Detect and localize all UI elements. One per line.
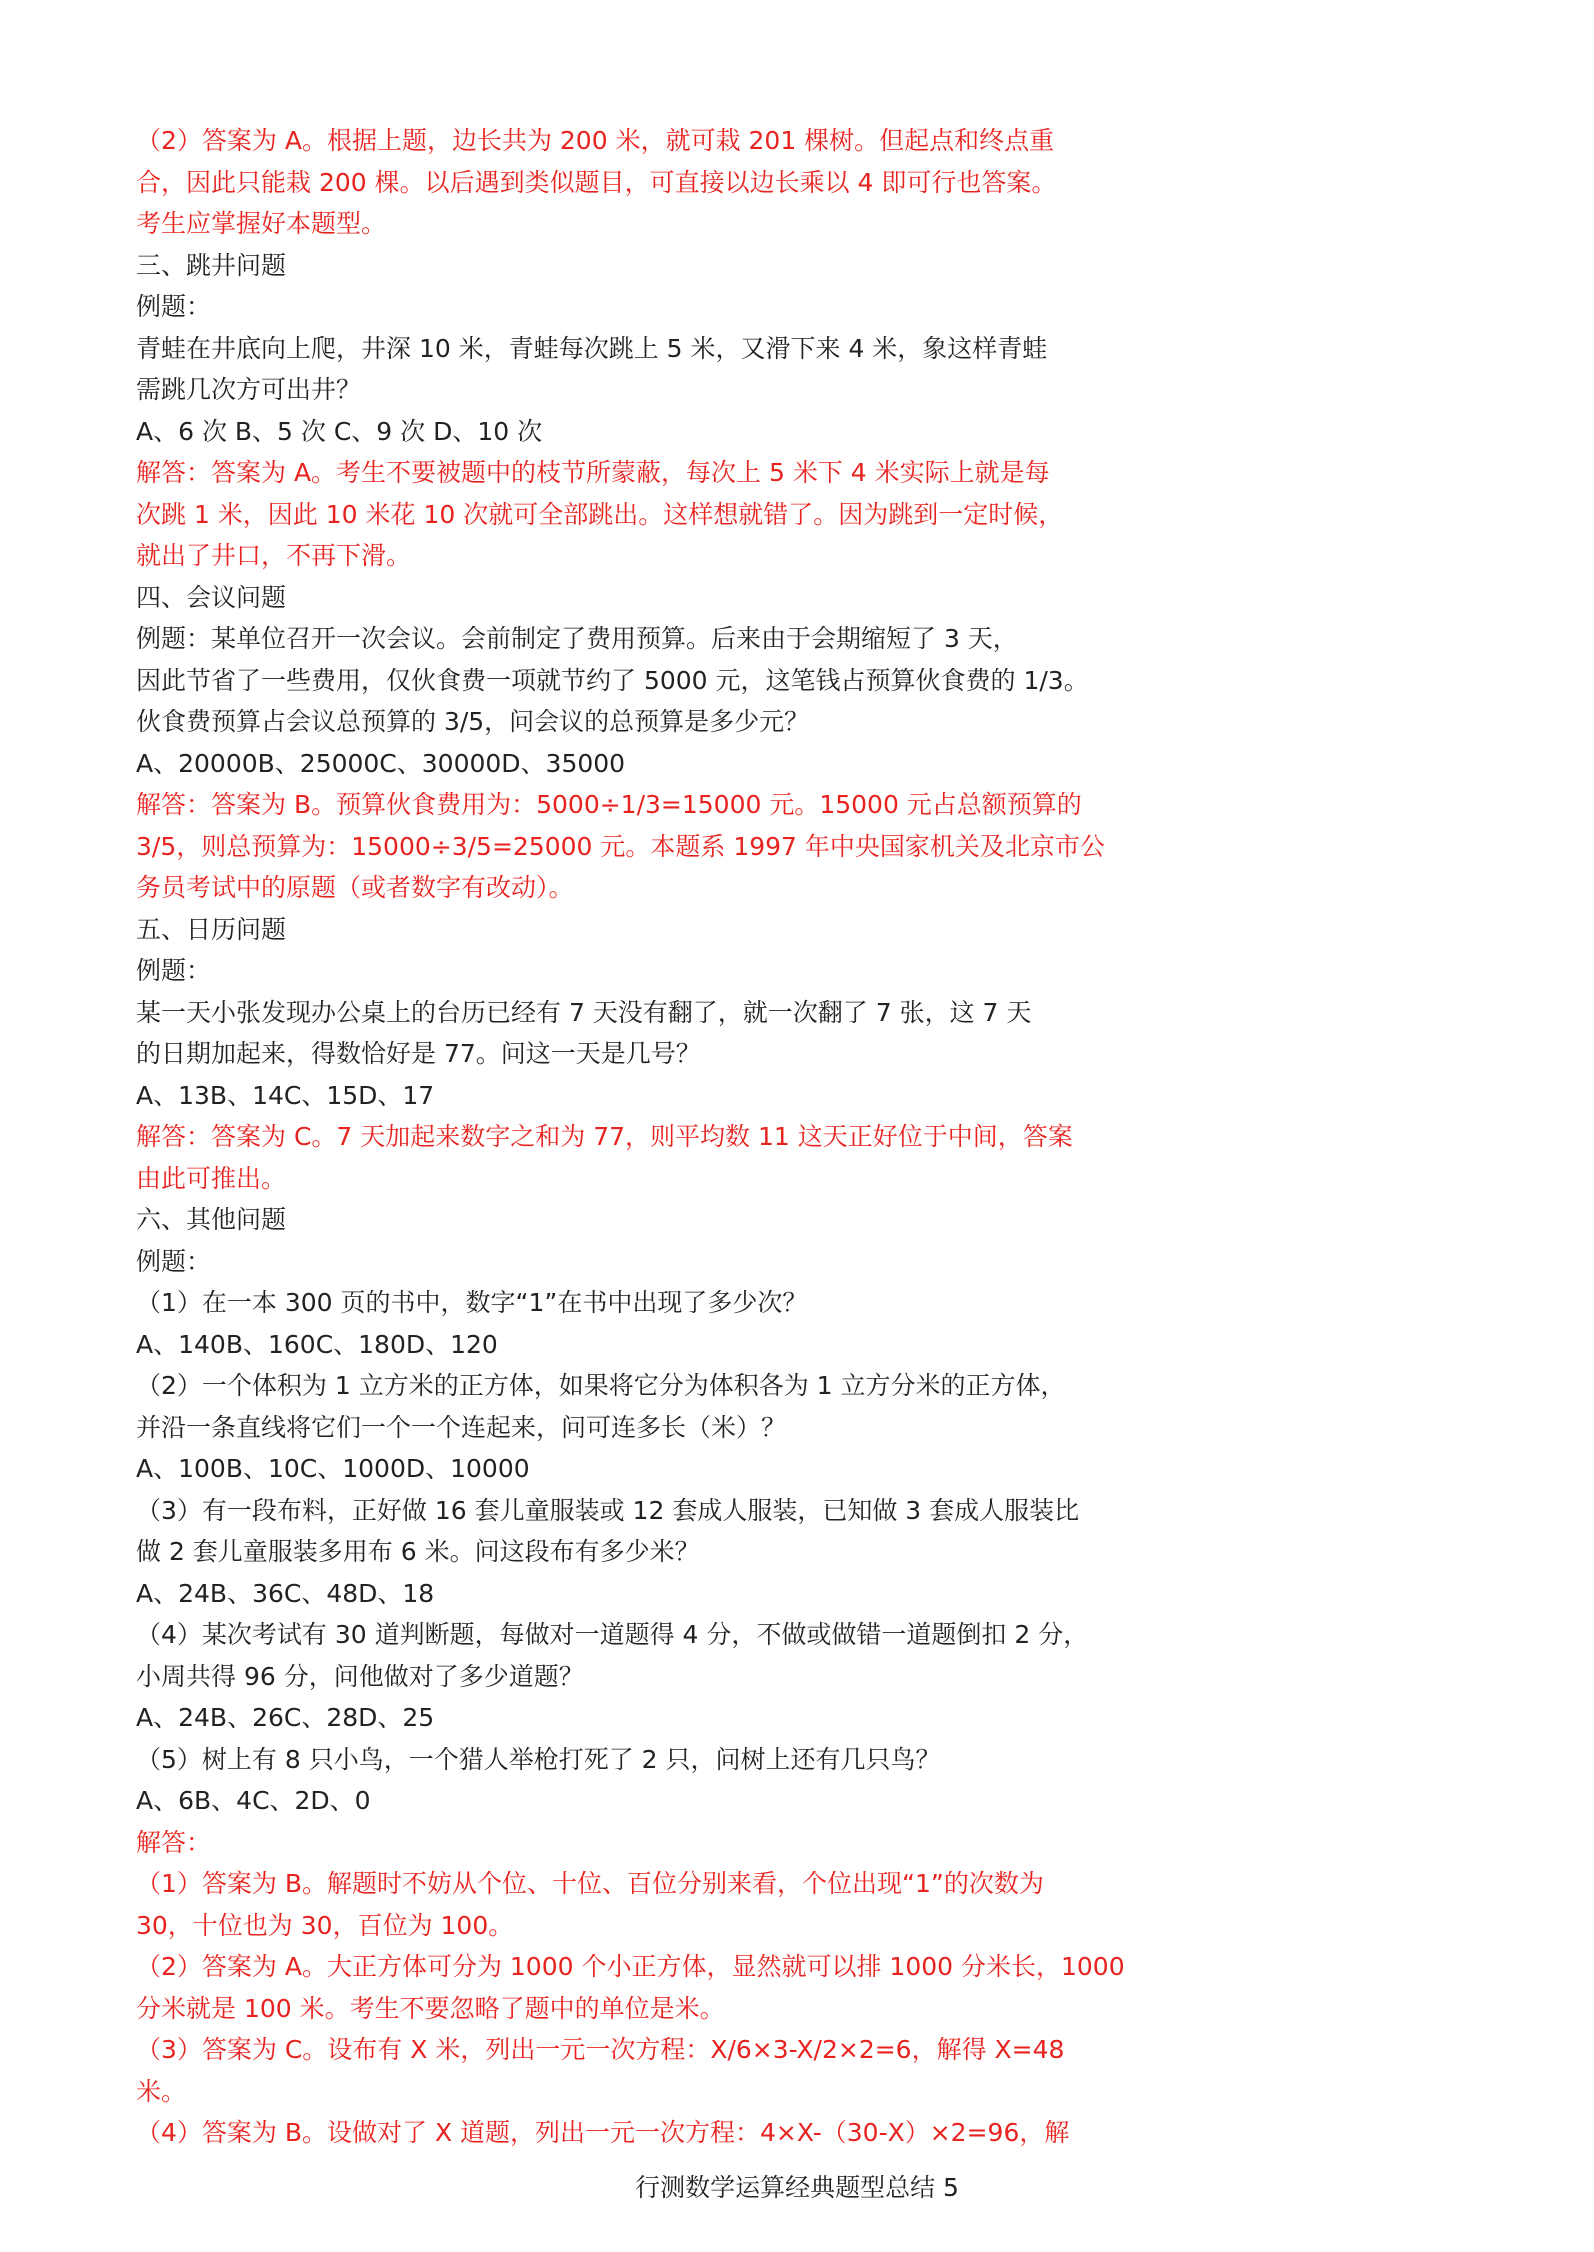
answer-line: 合，因此只能栽 200 棵。以后遇到类似题目，可直接以边长乘以 4 即可行也答案。: [136, 167, 1057, 197]
text-line: 青蛙在井底向上爬，井深 10 米，青蛙每次跳上 5 米，又滑下来 4 米，象这样青蛙: [136, 333, 1048, 363]
text-line: A、6 次 B、5 次 C、9 次 D、10 次: [136, 416, 543, 446]
text-line: （4）某次考试有 30 道判断题，每做对一道题得 4 分，不做或做错一道题倒扣 2 分，: [136, 1620, 1089, 1649]
text-line: 例题：: [136, 956, 212, 985]
answer-line: （3）答案为 C。设布有 X 米，列出一元一次方程：X/6×3-X/2×2=6，解得 X=48: [136, 2035, 1065, 2064]
answer-line: （2）答案为 A。根据上题，边长共为 200 米，就可栽 201 棵树。但起点和终点重: [136, 126, 1055, 155]
text-line: 例题：: [136, 292, 212, 321]
text-line: A、20000B、25000C、30000D、35000: [136, 748, 626, 778]
document-body: [136, 120, 1256, 2154]
text-line: 的日期加起来，得数恰好是 77。问这一天是几号？: [136, 1039, 701, 1068]
page-footer: 行测数学运算经典题型总结 5: [635, 2173, 959, 2202]
answer-line: 30，十位也为 30，百位为 100。: [136, 1910, 514, 1940]
text-line: 例题：: [136, 1246, 212, 1276]
text-line: 并沿一条直线将它们一个一个连起来，问可连多长（米）？: [136, 1412, 787, 1442]
text-line: （2）一个体积为 1 立方米的正方体，如果将它分为体积各为 1 立方分米的正方体，: [136, 1371, 1066, 1400]
text-line: 需跳几次方可出井？: [136, 375, 362, 404]
text-line: 伙食费预算占会议总预算的 3/5，问会议的总预算是多少元？: [136, 707, 810, 736]
text-line: （1）在一本 300 页的书中，数字“1”在书中出现了多少次？: [136, 1288, 808, 1317]
text-line: A、24B、26C、28D、25: [136, 1703, 435, 1732]
answer-line: 解答：答案为 B。预算伙食费用为：5000÷1/3=15000 元。15000 元占总额预算的: [136, 790, 1082, 819]
text-line: 四、会议问题: [136, 582, 287, 612]
text-line: 小周共得 96 分，问他做对了多少道题？: [136, 1661, 584, 1691]
text-line: 例题：某单位召开一次会议。会前制定了费用预算。后来由于会期缩短了 3 天，: [136, 624, 1018, 653]
text-line: 五、日历问题: [136, 914, 287, 944]
answer-line: （2）答案为 A。大正方体可分为 1000 个小正方体，显然就可以排 1000 分米长，1000: [136, 1952, 1125, 1981]
answer-line: 解答：答案为 C。7 天加起来数字之和为 77，则平均数 11 这天正好位于中间，答案: [136, 1122, 1073, 1151]
answer-line: 次跳 1 米，因此 10 米花 10 次就可全部跳出。这样想就错了。因为跳到一定时候，: [136, 499, 1064, 529]
answer-line: 米。: [136, 2076, 187, 2106]
text-line: 六、其他问题: [136, 1205, 287, 1234]
text-line: A、6B、4C、2D、0: [136, 1786, 371, 1815]
text-line: A、13B、14C、15D、17: [136, 1080, 435, 1110]
text-line: A、140B、160C、180D、120: [136, 1329, 498, 1359]
answer-line: 解答：答案为 A。考生不要被题中的枝节所蒙蔽，每次上 5 米下 4 米实际上就是每: [136, 458, 1050, 487]
text-line: 三、跳井问题: [136, 250, 287, 280]
answer-line: （4）答案为 B。设做对了 X 道题，列出一元一次方程：4×X-（30-X）×2=96，解: [136, 2118, 1070, 2147]
text-line: （3）有一段布料，正好做 16 套儿童服装或 12 套成人服装，已知做 3 套成人服装比: [136, 1495, 1080, 1525]
answer-line: 3/5，则总预算为：15000÷3/5=25000 元。本题系 1997 年中央国家机关及北京市公: [136, 831, 1105, 861]
answer-line: 解答：: [136, 1827, 212, 1857]
text-line: A、100B、10C、1000D、10000: [136, 1454, 530, 1483]
text-line: 做 2 套儿童服装多用布 6 米。问这段布有多少米？: [136, 1537, 700, 1566]
answer-line: （1）答案为 B。解题时不妨从个位、十位、百位分别来看，个位出现“1”的次数为: [136, 1869, 1044, 1898]
text-line: A、24B、36C、48D、18: [136, 1578, 435, 1608]
answer-line: 务员考试中的原题（或者数字有改动）。: [136, 873, 574, 902]
answer-line: 分米就是 100 米。考生不要忽略了题中的单位是米。: [136, 1993, 725, 2023]
text-line: （5）树上有 8 只小鸟，一个猎人举枪打死了 2 只，问树上还有几只鸟？: [136, 1744, 941, 1774]
text-line: 因此节省了一些费用，仅伙食费一项就节约了 5000 元，这笔钱占预算伙食费的 1/3。: [136, 665, 1089, 695]
text-line: 某一天小张发现办公桌上的台历已经有 7 天没有翻了，就一次翻了 7 张，这 7 天: [136, 997, 1032, 1027]
answer-line: 考生应掌握好本题型。: [136, 209, 387, 238]
answer-line: 就出了井口，不再下滑。: [136, 541, 412, 570]
answer-line: 由此可推出。: [136, 1163, 287, 1193]
